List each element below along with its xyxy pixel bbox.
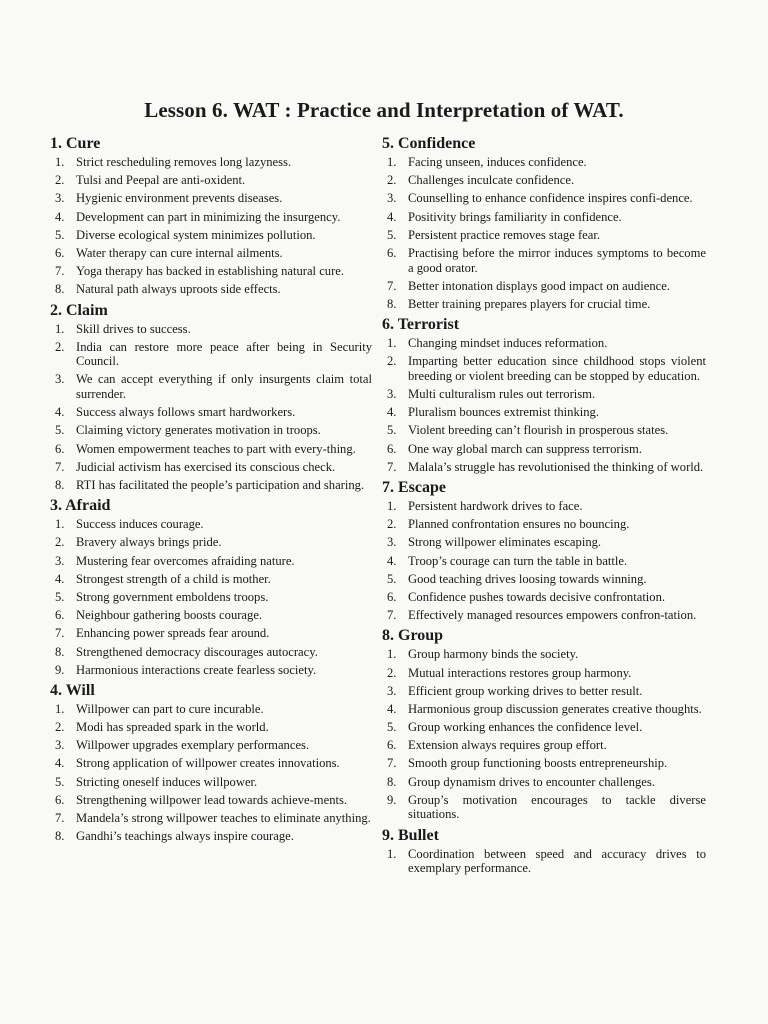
section-heading: 2. Claim [50,301,108,319]
list-item [381,738,706,753]
item-number: 1. [55,321,65,336]
section [381,478,706,623]
item-number: 4. [387,405,397,420]
item-text: Mutual interactions restores group harmony. [408,665,632,680]
item-number: 4. [387,553,397,568]
item-number: 7. [55,811,65,825]
item-number: 6. [55,441,65,456]
item-text: Confidence pushes towards decisive confrontation. [408,589,666,604]
item-text: Positivity brings familiarity in confidence. [408,209,622,224]
item-number: 1. [55,517,65,532]
list-item [381,535,706,550]
item-number: 9. [55,662,65,677]
item-text: Tulsi and Peepal are anti-oxident. [76,173,246,188]
item-number: 4. [387,701,397,716]
item-text: Multi culturalism rules out terrorism. [408,387,596,402]
item-number: 1. [55,155,65,169]
item-number: 2. [55,535,65,550]
list-item [381,847,706,876]
item-number: 8. [55,644,65,659]
item-number: 1. [387,647,397,662]
list-item [381,336,706,351]
item-number: 5. [387,720,397,735]
item-number: 7. [387,608,397,623]
item-text: Strengthened democracy discourages autocracy. [76,644,318,659]
item-number: 7. [55,459,65,474]
item-text: Skill drives to success. [76,321,191,336]
item-number: 6. [55,245,65,260]
item-number: 8. [387,296,397,311]
section-heading: 1. Cure [50,135,101,152]
list-item [49,442,372,457]
list-item [49,264,372,279]
list-item [49,626,372,641]
item-number: 2. [55,173,65,188]
item-text: Yoga therapy has backed in establishing natural cure. [76,264,345,279]
section [381,315,706,474]
item-text: Modi has spreaded spark in the world. [76,720,269,735]
item-text: Persistent hardwork drives to face. [408,499,583,513]
item-text: Strongest strength of a child is mother. [76,571,271,586]
item-text: Planned confrontation ensures no bouncing. [408,517,630,532]
list-item [381,702,706,717]
item-number: 3. [55,738,65,753]
item-number: 5. [55,227,65,242]
item-number: 8. [55,478,65,492]
item-number: 3. [387,387,397,402]
item-number: 4. [387,209,397,224]
item-text: Willpower can part to cure incurable. [76,701,264,716]
item-number: 7. [387,459,397,474]
list-item [381,756,706,771]
section-heading: 7. Escape [382,479,446,496]
section [381,826,706,876]
item-text: Persistent practice removes stage fear. [408,227,600,242]
list-item [49,829,372,844]
item-number: 7. [387,278,397,293]
item-text: Smooth group functioning boosts entrepreneurship. [408,756,668,771]
item-text: Willpower upgrades exemplary performances. [76,738,310,753]
item-number: 2. [387,354,397,369]
item-text: Good teaching drives loosing towards winning. [408,571,647,586]
item-number: 2. [387,517,397,532]
list-item [49,554,372,569]
section [49,301,372,493]
list-item [49,793,372,808]
section-heading: 6. Terrorist [382,316,460,334]
item-text: Imparting better education since childhood stops violent breeding or violent breeding can be stopped by education. [408,354,706,383]
item-text: Water therapy can cure internal ailments. [76,245,283,260]
list-item [381,297,706,312]
item-list [381,499,706,623]
item-text: Group harmony binds the society. [408,647,579,662]
list-item [381,387,706,402]
list-item [49,756,372,771]
item-number: 7. [55,626,65,641]
item-number: 6. [387,738,397,753]
list-item [49,608,372,623]
item-text: Enhancing power spreads fear around. [76,626,270,641]
item-number: 1. [387,155,397,169]
list-item [381,155,706,170]
item-text: Strong application of willpower creates innovations. [76,756,340,771]
list-item [49,720,372,735]
item-number: 4. [55,405,65,420]
list-item [381,423,706,438]
item-text: Women empowerment teaches to part with every-thing. [76,441,356,456]
list-item [381,210,706,225]
item-text: Practising before the mirror induces symptoms to become a good orator. [408,245,706,275]
item-text: Group’s motivation encourages to tackle diverse situations. [408,792,706,822]
item-number: 3. [387,535,397,550]
list-item [381,720,706,735]
item-text: Violent breeding can’t flourish in prosperous states. [408,423,669,438]
item-text: Harmonious group discussion generates creative thoughts. [408,701,702,716]
item-text: Pluralism bounces extremist thinking. [408,405,599,420]
item-text: RTI has facilitated the people’s participation and sharing. [76,478,365,492]
list-item [49,372,372,401]
item-text: Group working enhances the confidence level. [408,720,643,735]
list-item [49,210,372,225]
item-text: Counselling to enhance confidence inspires confi-dence. [408,191,693,206]
list-item [381,775,706,790]
section [381,134,706,312]
item-number: 5. [387,571,397,586]
item-number: 2. [387,173,397,188]
list-item [49,191,372,206]
item-text: Coordination between speed and accuracy drives to exemplary performance. [408,846,706,876]
item-text: Extension always requires group effort. [408,738,607,753]
list-item [49,405,372,420]
section-heading: 3. Afraid [50,497,111,515]
item-text: One way global march can suppress terrorism. [408,441,642,456]
list-item [49,246,372,261]
item-text: Harmonious interactions create fearless society. [76,662,317,677]
section [49,134,372,297]
list-item [49,460,372,475]
section [49,681,372,844]
list-item [49,811,372,826]
item-text: We can accept everything if only insurgents claim total surrender. [76,372,372,402]
list-item [49,535,372,550]
item-text: Diverse ecological system minimizes pollution. [76,227,316,242]
item-number: 7. [387,756,397,771]
item-number: 4. [55,571,65,586]
list-item [381,590,706,605]
item-text: Hygienic environment prevents diseases. [76,191,283,206]
list-item [49,322,372,337]
item-text: Troop’s courage can turn the table in battle. [408,553,628,568]
item-number: 3. [387,191,397,206]
item-text: Natural path always uproots side effects. [76,282,281,297]
item-text: Group dynamism drives to encounter challenges. [408,774,655,789]
list-item [381,228,706,243]
item-number: 8. [55,282,65,297]
list-item [381,647,706,662]
item-list [49,702,372,844]
list-item [381,191,706,206]
item-number: 8. [55,829,65,844]
list-item [381,572,706,587]
item-list [381,647,706,822]
item-number: 3. [55,191,65,206]
item-text: Strengthening willpower lead towards achieve-ments. [76,792,348,807]
list-item [49,282,372,297]
list-item [381,499,706,514]
item-list [381,847,706,876]
item-number: 3. [387,683,397,698]
item-text: Strong government emboldens troops. [76,589,269,604]
left-column [49,132,372,847]
list-item [381,460,706,475]
section-heading: 5. Confidence [382,135,476,152]
item-list [49,517,372,677]
list-item [49,173,372,188]
item-text: Facing unseen, induces confidence. [408,155,587,169]
item-number: 6. [387,245,397,260]
item-text: Malala’s struggle has revolutionised the thinking of world. [408,459,704,474]
item-number: 3. [55,553,65,568]
section [381,626,706,822]
item-number: 1. [55,701,65,716]
item-number: 6. [387,589,397,604]
item-text: Effectively managed resources empowers confron-tation. [408,608,697,623]
item-number: 1. [387,846,397,861]
item-number: 5. [55,589,65,604]
item-text: Mustering fear overcomes afraiding nature. [76,553,295,568]
item-number: 7. [55,264,65,279]
item-number: 1. [387,336,397,351]
section-heading: 4. Will [50,681,95,699]
item-text: Better training prepares players for crucial time. [408,296,651,311]
item-number: 2. [55,720,65,735]
list-item [381,793,706,822]
list-item [381,442,706,457]
list-item [49,423,372,438]
list-item [381,354,706,383]
list-item [381,246,706,275]
list-item [381,517,706,532]
item-number: 5. [55,774,65,789]
right-column [381,132,706,879]
item-number: 5. [55,423,65,438]
item-number: 6. [387,441,397,456]
item-text: Challenges inculcate confidence. [408,173,575,188]
item-number: 5. [387,423,397,438]
item-list [381,155,706,312]
list-item [49,702,372,717]
list-item [381,554,706,569]
item-list [381,336,706,474]
page-title: Lesson 6. WAT : Practice and Interpretation of WAT. [144,98,624,122]
item-number: 3. [55,372,65,387]
item-text: Success always follows smart hardworkers. [76,405,296,420]
item-text: Mandela’s strong willpower teaches to eliminate anything. [76,811,371,825]
item-text: Better intonation displays good impact on audience. [408,278,670,293]
item-text: Gandhi’s teachings always inspire courage. [76,829,294,844]
list-item [49,590,372,605]
item-text: Stricting oneself induces willpower. [76,774,258,789]
item-text: Claiming victory generates motivation in troops. [76,423,321,438]
item-number: 2. [387,665,397,680]
item-number: 4. [55,209,65,224]
list-item [49,340,372,369]
list-item [381,666,706,681]
item-text: Neighbour gathering boosts courage. [76,608,263,623]
item-text: Judicial activism has exercised its conscious check. [76,459,336,474]
item-number: 4. [55,756,65,771]
item-number: 1. [387,499,397,513]
list-item [49,228,372,243]
item-text: Efficient group working drives to better result. [408,683,643,698]
item-text: Success induces courage. [76,517,204,532]
list-item [49,775,372,790]
item-list [49,322,372,493]
item-number: 6. [55,608,65,623]
list-item [381,405,706,420]
item-text: Strict rescheduling removes long lazyness. [76,155,292,169]
list-item [49,645,372,660]
item-number: 5. [387,227,397,242]
list-item [381,608,706,623]
item-text: India can restore more peace after being in Security Council. [76,339,372,369]
list-item [381,684,706,699]
section-heading: 9. Bullet [382,826,439,844]
list-item [49,517,372,532]
list-item [49,478,372,493]
item-number: 8. [387,774,397,789]
list-item [381,173,706,188]
section-heading: 8. Group [382,627,444,645]
item-text: Changing mindset induces reformation. [408,336,608,351]
list-item [381,279,706,294]
item-number: 2. [55,339,65,354]
list-item [49,155,372,170]
list-item [49,663,372,678]
item-text: Development can part in minimizing the insurgency. [76,209,341,224]
item-number: 6. [55,792,65,807]
list-item [49,572,372,587]
item-text: Bravery always brings pride. [76,535,222,550]
section [49,496,372,677]
item-number: 9. [387,792,397,807]
item-text: Strong willpower eliminates escaping. [408,535,602,550]
item-list [49,155,372,297]
list-item [49,738,372,753]
